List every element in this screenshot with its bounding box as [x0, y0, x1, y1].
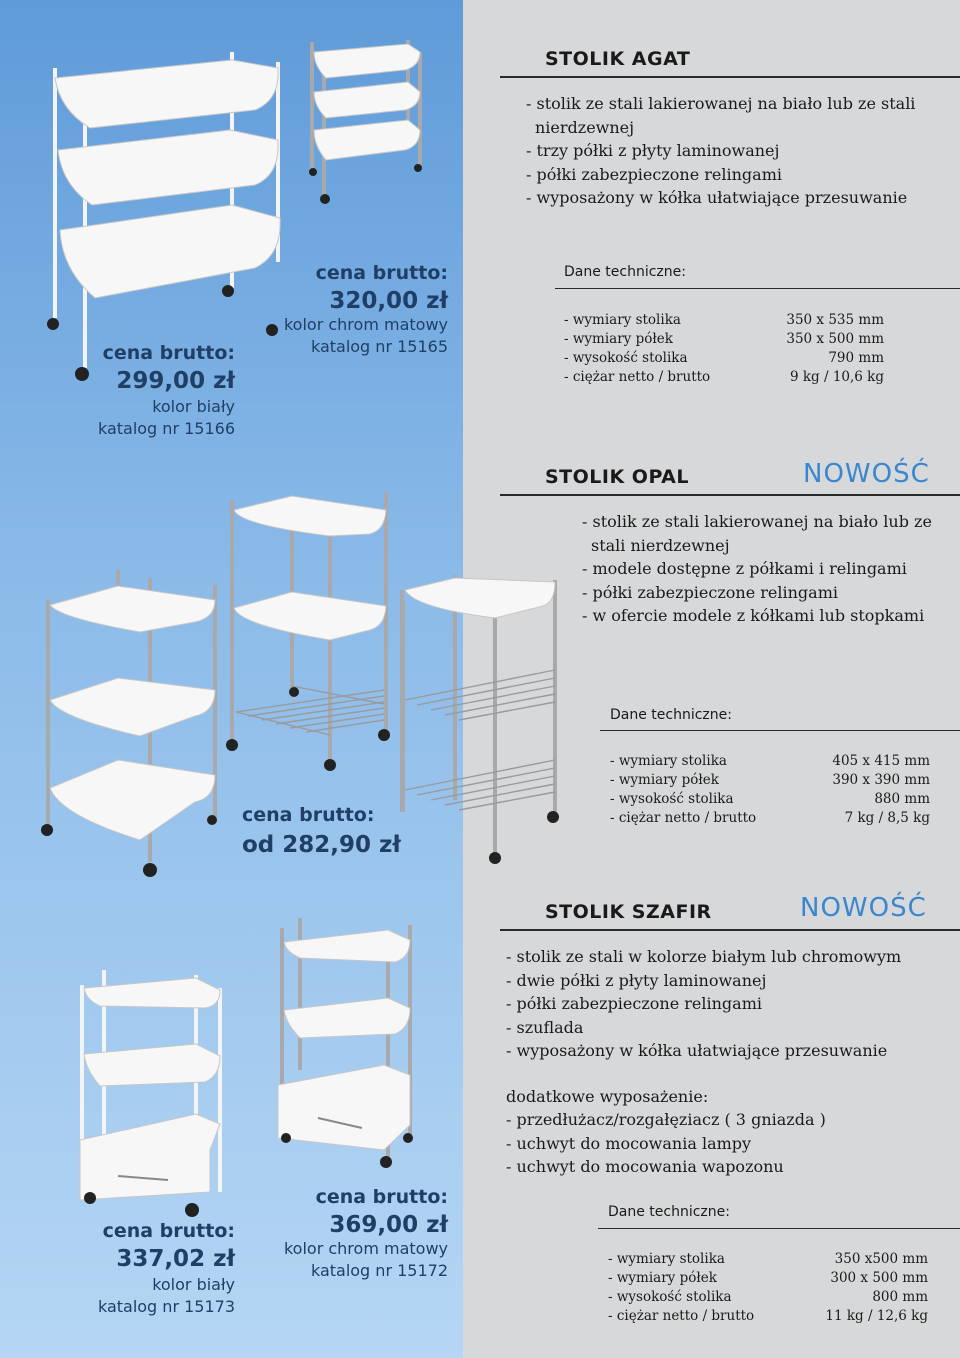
spec-label: - ciężar netto / brutto	[564, 369, 711, 385]
spec-label: - wymiary stolika	[610, 753, 727, 769]
spec-label: - wymiary stolika	[564, 312, 681, 328]
feature-item: nierdzewnej	[535, 117, 635, 137]
szafir-extras-heading: dodatkowe wyposażenie:	[506, 1087, 709, 1106]
color-name: kolor chrom matowy	[283, 315, 448, 334]
price-label: cena brutto:	[242, 804, 375, 826]
feature-item: - stolik ze stali lakierowanej na biało lub ze stali	[526, 94, 916, 113]
spec-value: 300 x 500 mm	[830, 1270, 928, 1286]
szafir-extras	[506, 1108, 946, 1179]
opal-new-badge: NOWOŚĆ	[803, 459, 930, 489]
szafir-tech-rule	[598, 1228, 960, 1229]
feature-item: - stolik ze stali lakierowanej na biało lub ze	[582, 512, 932, 531]
agat-title-rule	[500, 76, 960, 78]
price-value: 337,02 zł	[116, 1246, 235, 1272]
feature-item: - półki zabezpieczone relingami	[526, 164, 782, 184]
spec-value: 9 kg / 10,6 kg	[789, 369, 884, 385]
catalog-number: katalog nr 15173	[97, 1297, 235, 1316]
spec-label: - wymiary półek	[610, 772, 719, 788]
spec-row	[610, 809, 930, 828]
spec-value: 7 kg / 8,5 kg	[844, 810, 930, 826]
extra-item: - uchwyt do mocowania lampy	[506, 1133, 752, 1153]
spec-row	[608, 1288, 928, 1307]
spec-value: 350 x500 mm	[834, 1251, 928, 1267]
opal-tech-rule	[600, 730, 960, 731]
price-value: od 282,90 zł	[242, 832, 401, 858]
spec-value: 350 x 535 mm	[786, 312, 884, 328]
price-label: cena brutto:	[102, 1220, 235, 1242]
catalog-number: katalog nr 15165	[310, 337, 448, 356]
opal-price	[242, 804, 442, 858]
price-label: cena brutto:	[315, 262, 448, 284]
spec-value: 390 x 390 mm	[832, 772, 930, 788]
spec-label: - wymiary półek	[608, 1270, 717, 1286]
color-name: kolor chrom matowy	[283, 1239, 448, 1258]
feature-item: - stolik ze stali w kolorze białym lub chromowym	[506, 947, 902, 966]
price-value: 299,00 zł	[116, 368, 235, 394]
price-label: cena brutto:	[315, 1186, 448, 1208]
spec-value: 405 x 415 mm	[832, 753, 930, 769]
feature-item: - w ofercie modele z kółkami lub stopkami	[582, 606, 925, 625]
color-name: kolor biały	[152, 1275, 235, 1294]
feature-item: - półki zabezpieczone relingami	[506, 994, 762, 1013]
spec-label: - ciężar netto / brutto	[608, 1308, 755, 1324]
spec-label: - wysokość stolika	[564, 350, 688, 366]
agat-tech-heading: Dane techniczne:	[564, 264, 686, 280]
spec-value: 880 mm	[874, 791, 930, 807]
szafir-title: STOLIK SZAFIR	[545, 901, 712, 923]
spec-label: - wymiary półek	[564, 331, 673, 347]
szafir-tech-heading: Dane techniczne:	[608, 1204, 730, 1220]
feature-item: - szuflada	[506, 1017, 584, 1037]
price-value: 369,00 zł	[329, 1212, 448, 1238]
agat-chrome-price	[248, 262, 448, 358]
spec-row	[610, 790, 930, 809]
opal-trolley-shelves-image	[41, 570, 217, 877]
agat-features	[526, 92, 946, 210]
szafir-new-badge: NOWOŚĆ	[800, 893, 927, 923]
opal-title: STOLIK OPAL	[545, 466, 689, 488]
agat-white-price	[60, 342, 235, 440]
spec-value: 11 kg / 12,6 kg	[825, 1308, 928, 1324]
szafir-chrome-price	[248, 1186, 448, 1282]
szafir-features	[506, 945, 956, 1063]
extra-item: - uchwyt do mocowania wapozonu	[506, 1157, 784, 1176]
price-label: cena brutto:	[102, 342, 235, 364]
spec-value: 350 x 500 mm	[786, 331, 884, 347]
price-value: 320,00 zł	[329, 288, 448, 314]
opal-features	[582, 510, 952, 628]
spec-row	[610, 771, 930, 790]
feature-item: stali nierdzewnej	[591, 535, 730, 555]
spec-value: 800 mm	[872, 1289, 928, 1305]
catalog-number: katalog nr 15172	[310, 1261, 448, 1280]
szafir-white-trolley-image	[80, 970, 220, 1217]
spec-row	[564, 330, 884, 349]
agat-title: STOLIK AGAT	[545, 48, 691, 70]
spec-row	[564, 349, 884, 368]
spec-row	[564, 311, 884, 330]
feature-item: - półki zabezpieczone relingami	[582, 582, 838, 602]
opal-trolley-mixed-image	[226, 492, 390, 771]
agat-tech-rule	[555, 288, 960, 289]
agat-white-trolley-image	[47, 52, 280, 381]
spec-row	[608, 1269, 928, 1288]
agat-chrome-trolley-image	[309, 40, 422, 204]
feature-item: - wyposażony w kółka ułatwiające przesuwanie	[506, 1041, 888, 1060]
spec-row	[610, 752, 930, 771]
feature-item: - trzy półki z płyty laminowanej	[526, 141, 780, 160]
catalog-number: katalog nr 15166	[97, 419, 235, 438]
spec-label: - wysokość stolika	[610, 791, 734, 807]
spec-label: - wymiary stolika	[608, 1251, 725, 1267]
opal-tech-heading: Dane techniczne:	[610, 707, 732, 723]
spec-row	[608, 1250, 928, 1269]
feature-item: - wyposażony w kółka ułatwiające przesuwanie	[526, 188, 908, 207]
extra-item: - przedłużacz/rozgałęziacz ( 3 gniazda )	[506, 1110, 826, 1129]
szafir-chrome-trolley-image	[278, 918, 413, 1168]
product-illustrations	[0, 0, 463, 1358]
szafir-title-rule	[500, 929, 960, 931]
spec-label: - ciężar netto / brutto	[610, 810, 757, 826]
color-name: kolor biały	[152, 397, 235, 416]
opal-title-rule	[500, 494, 960, 496]
spec-row	[608, 1307, 928, 1326]
spec-label: - wysokość stolika	[608, 1289, 732, 1305]
feature-item: - dwie półki z płyty laminowanej	[506, 970, 767, 990]
agat-specs	[564, 311, 884, 387]
spec-value: 790 mm	[828, 350, 884, 366]
feature-item: - modele dostępne z półkami i relingami	[582, 559, 907, 578]
opal-specs	[610, 752, 930, 828]
szafir-white-price	[60, 1220, 235, 1318]
spec-row	[564, 368, 884, 387]
szafir-specs	[608, 1250, 928, 1326]
